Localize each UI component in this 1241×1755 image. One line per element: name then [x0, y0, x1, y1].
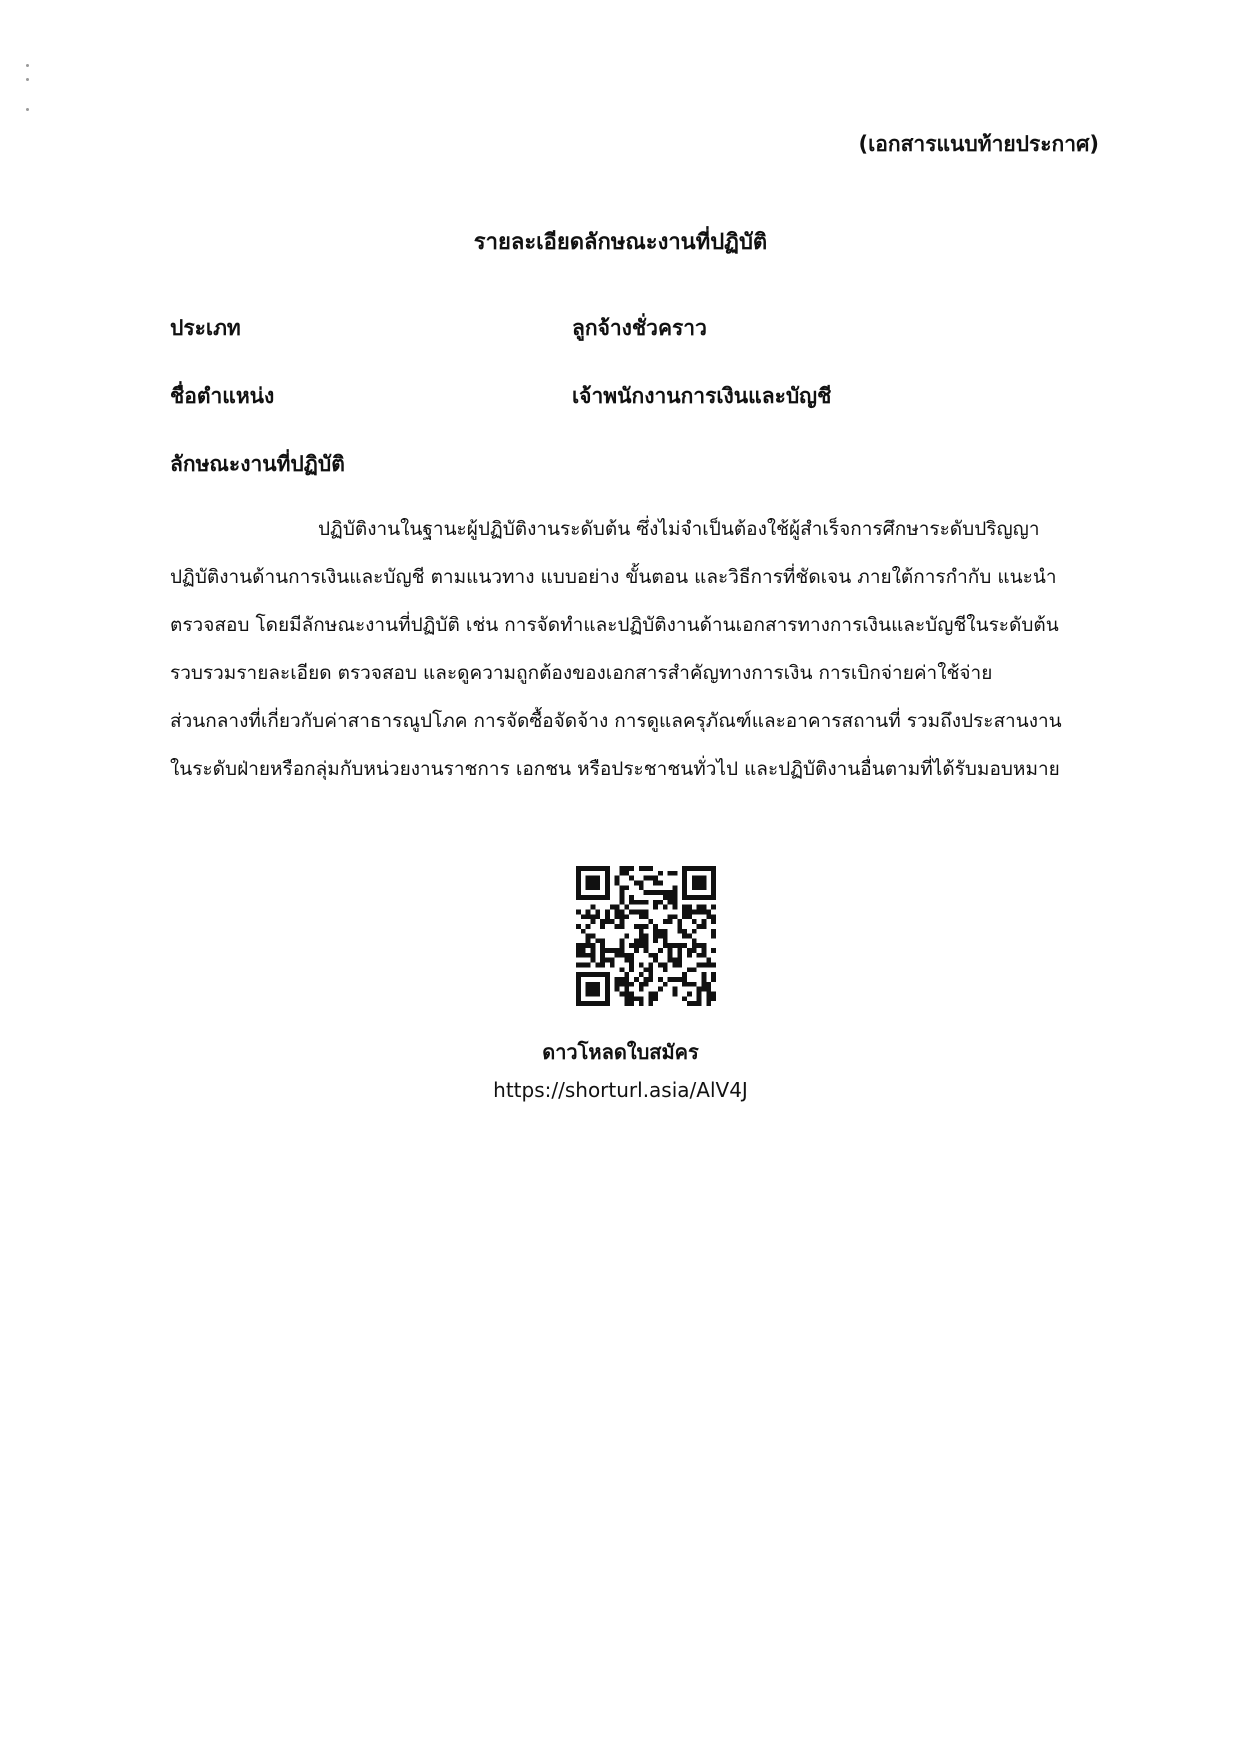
- qr-code-icon[interactable]: [576, 866, 716, 1006]
- document-title: รายละเอียดลักษณะงานที่ปฏิบัติ: [473, 230, 768, 255]
- duties-section-label: ลักษณะงานที่ปฏิบัติ: [170, 452, 345, 476]
- scan-margin-marks: [26, 64, 32, 124]
- description-line-4: รวบรวมรายละเอียด ตรวจสอบ และดูความถูกต้องของเอกสารสำคัญทางการเงิน การเบิกจ่ายค่าใช้จ่าย: [170, 662, 993, 684]
- attachment-note: (เอกสารแนบท้ายประกาศ): [858, 132, 1099, 156]
- type-value: ลูกจ้างชั่วคราว: [572, 316, 707, 340]
- download-link[interactable]: https://shorturl.asia/AlV4J: [493, 1078, 748, 1102]
- download-caption: ดาวโหลดใบสมัคร: [542, 1040, 699, 1064]
- description-line-6: ในระดับฝ่ายหรือกลุ่มกับหน่วยงานราชการ เอกชน หรือประชาชนทั่วไป และปฏิบัติงานอื่นตามที่ได้รับมอบหมาย: [170, 758, 1060, 780]
- description-line-5: ส่วนกลางที่เกี่ยวกับค่าสาธารณูปโภค การจัดซื้อจัดจ้าง การดูแลครุภัณฑ์และอาคารสถานที่ รวมถึงประสานงาน: [170, 710, 1062, 732]
- description-line-3: ตรวจสอบ โดยมีลักษณะงานที่ปฏิบัติ เช่น การจัดทำและปฏิบัติงานด้านเอกสารทางการเงินและบัญชีในระดับต้น: [170, 614, 1059, 636]
- position-value: เจ้าพนักงานการเงินและบัญชี: [572, 384, 832, 408]
- type-label: ประเภท: [170, 316, 241, 340]
- description-line-1: ปฏิบัติงานในฐานะผู้ปฏิบัติงานระดับต้น ซึ่งไม่จำเป็นต้องใช้ผู้สำเร็จการศึกษาระดับปริญญา: [318, 518, 1040, 540]
- position-label: ชื่อตำแหน่ง: [170, 384, 275, 408]
- description-line-2: ปฏิบัติงานด้านการเงินและบัญชี ตามแนวทาง แบบอย่าง ขั้นตอน และวิธีการที่ชัดเจน ภายใต้การกำกับ แนะนำ: [170, 566, 1057, 588]
